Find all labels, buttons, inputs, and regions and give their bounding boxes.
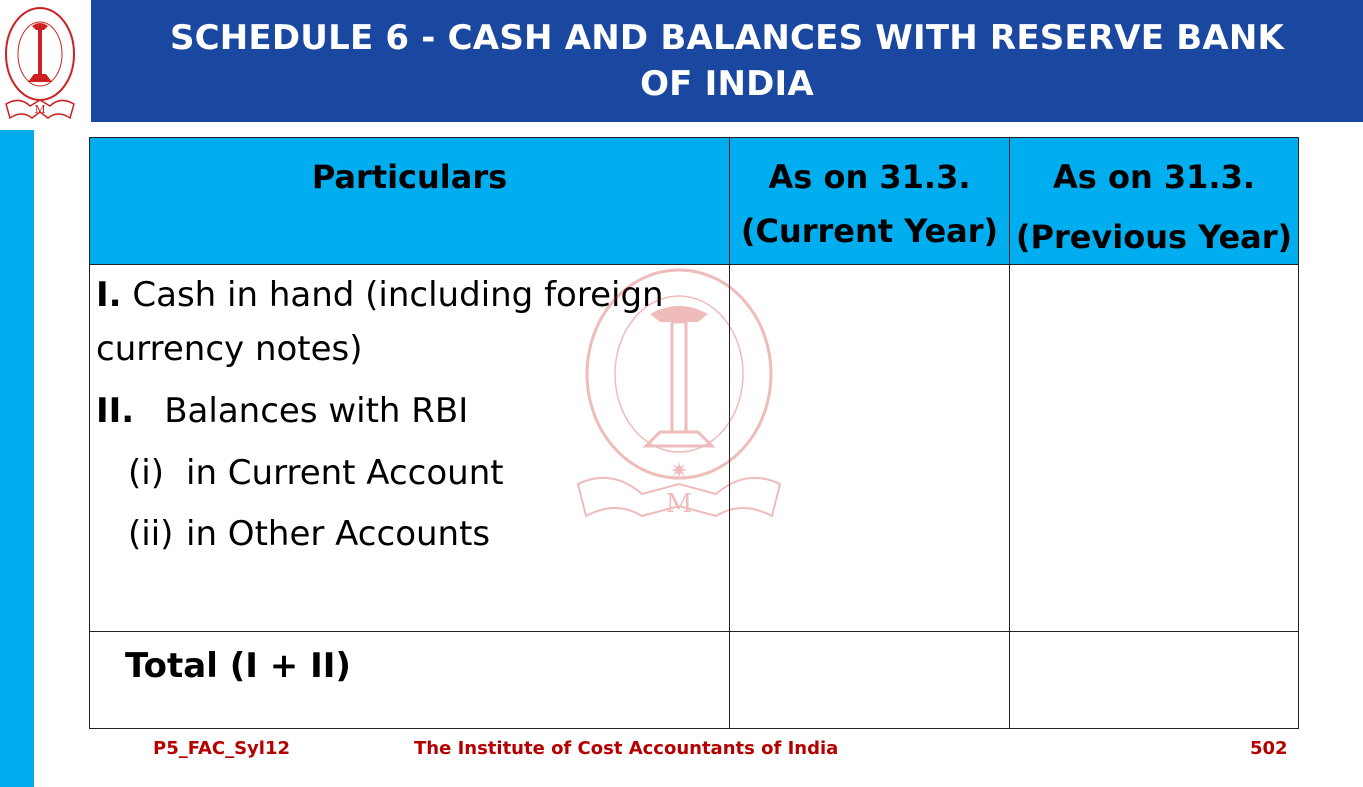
sub-item-1 — [128, 453, 504, 493]
column-header-line: (Current Year) — [740, 212, 999, 250]
item-2-text: Balances with RBI — [164, 391, 469, 431]
column-header-line: As on 31.3. — [768, 158, 971, 196]
sub-item-2-number: (ii) — [128, 514, 174, 554]
column-header-line: (Previous Year) — [1015, 218, 1293, 256]
left-accent-bar — [0, 130, 34, 787]
svg-text:✷: ✷ — [669, 459, 689, 484]
footer-institute: The Institute of Cost Accountants of India — [414, 738, 839, 759]
table-header-row — [90, 138, 1299, 265]
page-number: 502 — [1250, 738, 1288, 759]
item-1 — [96, 275, 724, 315]
current-year-value-cell — [730, 265, 1010, 632]
column-header-particulars — [90, 138, 730, 265]
institute-logo — [0, 0, 80, 124]
item-2-number: II. — [96, 391, 135, 431]
slide-header — [91, 0, 1363, 122]
previous-year-value-cell — [1010, 265, 1299, 632]
total-label-cell — [90, 632, 730, 729]
item-1-text: Cash in hand (including foreign — [132, 275, 664, 315]
total-label: Total (I + II) — [125, 646, 351, 686]
total-current-year-cell — [730, 632, 1010, 729]
particulars-cell — [90, 265, 730, 632]
item-2 — [96, 391, 468, 431]
column-header-previous-year — [1010, 138, 1299, 265]
footer-code: P5_FAC_Syl12 — [153, 738, 291, 759]
sub-item-1-text: in Current Account — [186, 453, 504, 493]
column-header-line: As on 31.3. — [1053, 158, 1255, 196]
schedule-table — [89, 137, 1299, 729]
slide-title: SCHEDULE 6 - CASH AND BALANCES WITH RESERVE BANK OF INDIA — [169, 18, 1285, 104]
column-header-current-year — [730, 138, 1010, 265]
column-header-line: Particulars — [311, 158, 508, 196]
svg-text:M: M — [665, 489, 693, 519]
svg-text:M: M — [34, 103, 46, 116]
sub-item-2-text: in Other Accounts — [186, 514, 491, 554]
item-1-continued: currency notes) — [96, 329, 363, 369]
sub-item-1-number: (i) — [128, 453, 164, 493]
total-row — [90, 632, 1299, 729]
item-1-number: I. — [96, 275, 122, 315]
total-previous-year-cell — [1010, 632, 1299, 729]
sub-item-2 — [128, 514, 490, 554]
table-row — [90, 265, 1299, 632]
